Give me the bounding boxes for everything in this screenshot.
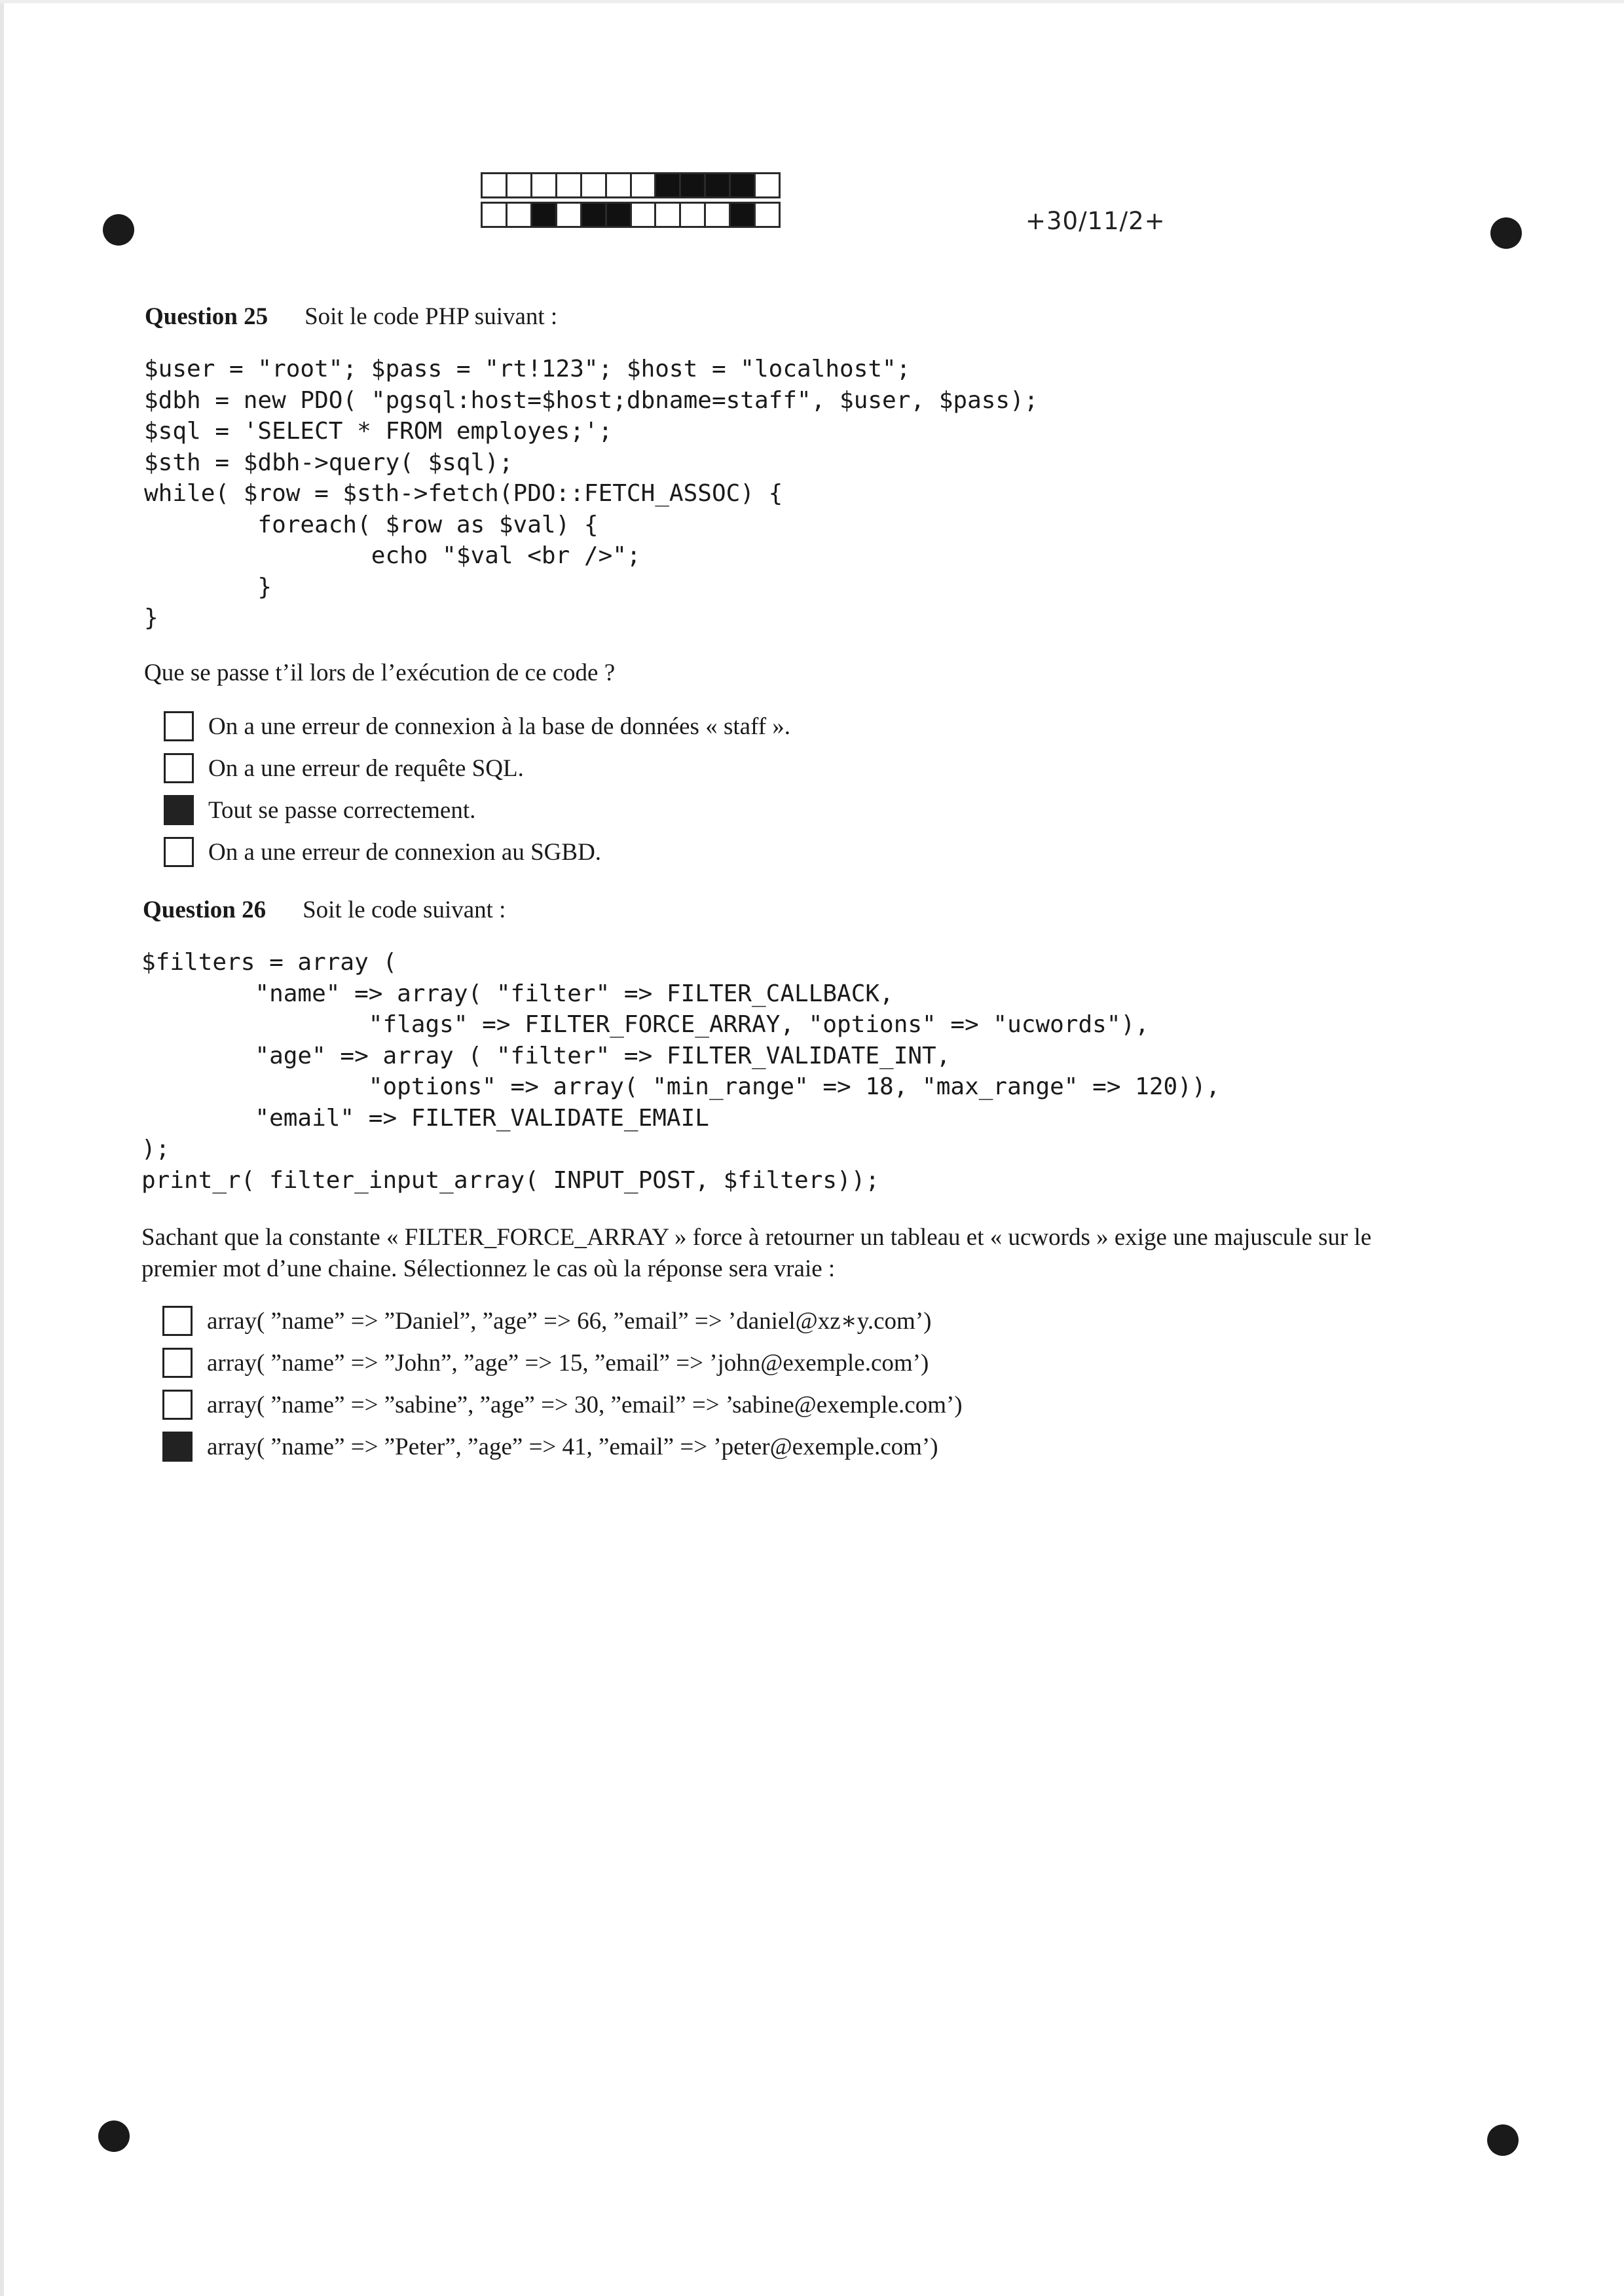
barcode-cell — [507, 204, 532, 226]
answer-option — [164, 705, 790, 747]
answer-option — [164, 831, 790, 873]
scan-top-edge — [0, 0, 1624, 3]
barcode-cell — [582, 204, 607, 226]
barcode-cell — [706, 174, 731, 196]
id-barcode-row-2 — [481, 202, 781, 228]
answer-text: array( ”name” => ”sabine”, ”age” => 30, ”email” => ’sabine@exemple.com’) — [207, 1391, 963, 1418]
barcode-cell — [632, 174, 657, 196]
checkbox[interactable] — [164, 753, 194, 783]
question-25-prompt: Que se passe t’il lors de l’exécution de ce code ? — [144, 659, 616, 686]
barcode-cell — [483, 174, 507, 196]
answer-text: On a une erreur de connexion à la base de données « staff ». — [208, 713, 791, 740]
barcode-cell — [706, 204, 731, 226]
checkbox[interactable] — [164, 837, 194, 867]
question-26-code: $filters = array ( "name" => array( "filter" => FILTER_CALLBACK, "flags" => FILTER_FORCE_ARRAY, "options" => "ucwords"), "age" => array ( "filter" => FILTER_VALIDATE_INT, "options" => array( "min_range" => 18, "max_range" => 120)), "email" => FILTER_VALIDATE_EMAIL ); print_r( filter_input_array( INPUT_POST, $filters)); — [141, 949, 1221, 1194]
answer-option — [164, 789, 790, 831]
barcode-cell — [582, 174, 607, 196]
barcode-cell — [731, 174, 756, 196]
barcode-cell — [507, 174, 532, 196]
question-25-intro: Soit le code PHP suivant : — [304, 303, 558, 330]
answer-option — [164, 747, 790, 789]
barcode-cell — [632, 204, 657, 226]
corner-marker-top-right — [1490, 217, 1522, 249]
checkbox[interactable] — [162, 1348, 193, 1378]
barcode-cell — [557, 204, 582, 226]
corner-marker-bottom-right — [1487, 2124, 1519, 2156]
answer-option — [162, 1342, 963, 1384]
id-barcode-row-1 — [481, 172, 781, 198]
question-25-label: Question 25 — [145, 303, 268, 330]
checked-checkbox[interactable] — [164, 795, 194, 825]
answer-text: Tout se passe correctement. — [208, 796, 476, 824]
page-code: +30/11/2+ — [1025, 207, 1166, 235]
question-25-answers — [164, 705, 790, 873]
answer-text: array( ”name” => ”Peter”, ”age” => 41, ”email” => ’peter@exemple.com’) — [207, 1433, 938, 1460]
checkbox[interactable] — [164, 711, 194, 741]
barcode-cell — [731, 204, 756, 226]
question-25-header — [145, 303, 557, 331]
corner-marker-bottom-left — [98, 2120, 130, 2152]
answer-option — [162, 1426, 963, 1468]
question-26-label: Question 26 — [143, 897, 267, 923]
answer-text: array( ”name” => ”John”, ”age” => 15, ”email” => ’john@exemple.com’) — [207, 1349, 929, 1377]
barcode-cell — [656, 204, 681, 226]
barcode-cell — [681, 204, 706, 226]
answer-option — [162, 1384, 963, 1426]
question-26-description-line-2: premier mot d’une chaine. Sélectionnez le cas où la réponse sera vraie : — [141, 1255, 836, 1282]
answer-option — [162, 1300, 963, 1342]
barcode-cell — [532, 174, 557, 196]
corner-marker-top-left — [103, 214, 134, 246]
barcode-cell — [656, 174, 681, 196]
checkbox[interactable] — [162, 1390, 193, 1420]
question-25-code: $user = "root"; $pass = "rt!123"; $host = "localhost"; $dbh = new PDO( "pgsql:host=$host;dbname=staff", $user, $pass); $sql = 'SELECT * FROM employes;'; $sth = $dbh->query( $sql); while( $row = $sth->fetch(PDO::FETCH_ASSOC) { foreach( $row as $val) { echo "$val <br />"; } } — [144, 356, 1039, 631]
barcode-cell — [681, 174, 706, 196]
answer-text: array( ”name” => ”Daniel”, ”age” => 66, ”email” => ’daniel@xz∗y.com’) — [207, 1308, 932, 1335]
scan-edge — [0, 0, 4, 2296]
barcode-cell — [483, 204, 507, 226]
barcode-cell — [756, 204, 779, 226]
question-26-answers — [162, 1300, 963, 1468]
barcode-cell — [756, 174, 779, 196]
checked-checkbox[interactable] — [162, 1432, 193, 1462]
barcode-cell — [607, 174, 632, 196]
barcode-cell — [607, 204, 632, 226]
barcode-cell — [557, 174, 582, 196]
barcode-cell — [532, 204, 557, 226]
question-26-header — [143, 896, 506, 924]
answer-text: On a une erreur de connexion au SGBD. — [208, 838, 602, 866]
checkbox[interactable] — [162, 1306, 193, 1336]
question-26-description-line-1: Sachant que la constante « FILTER_FORCE_ARRAY » force à retourner un tableau et « ucwords » exige une majuscule sur le — [141, 1224, 1372, 1251]
answer-text: On a une erreur de requête SQL. — [208, 754, 524, 782]
question-26-intro: Soit le code suivant : — [303, 897, 506, 923]
